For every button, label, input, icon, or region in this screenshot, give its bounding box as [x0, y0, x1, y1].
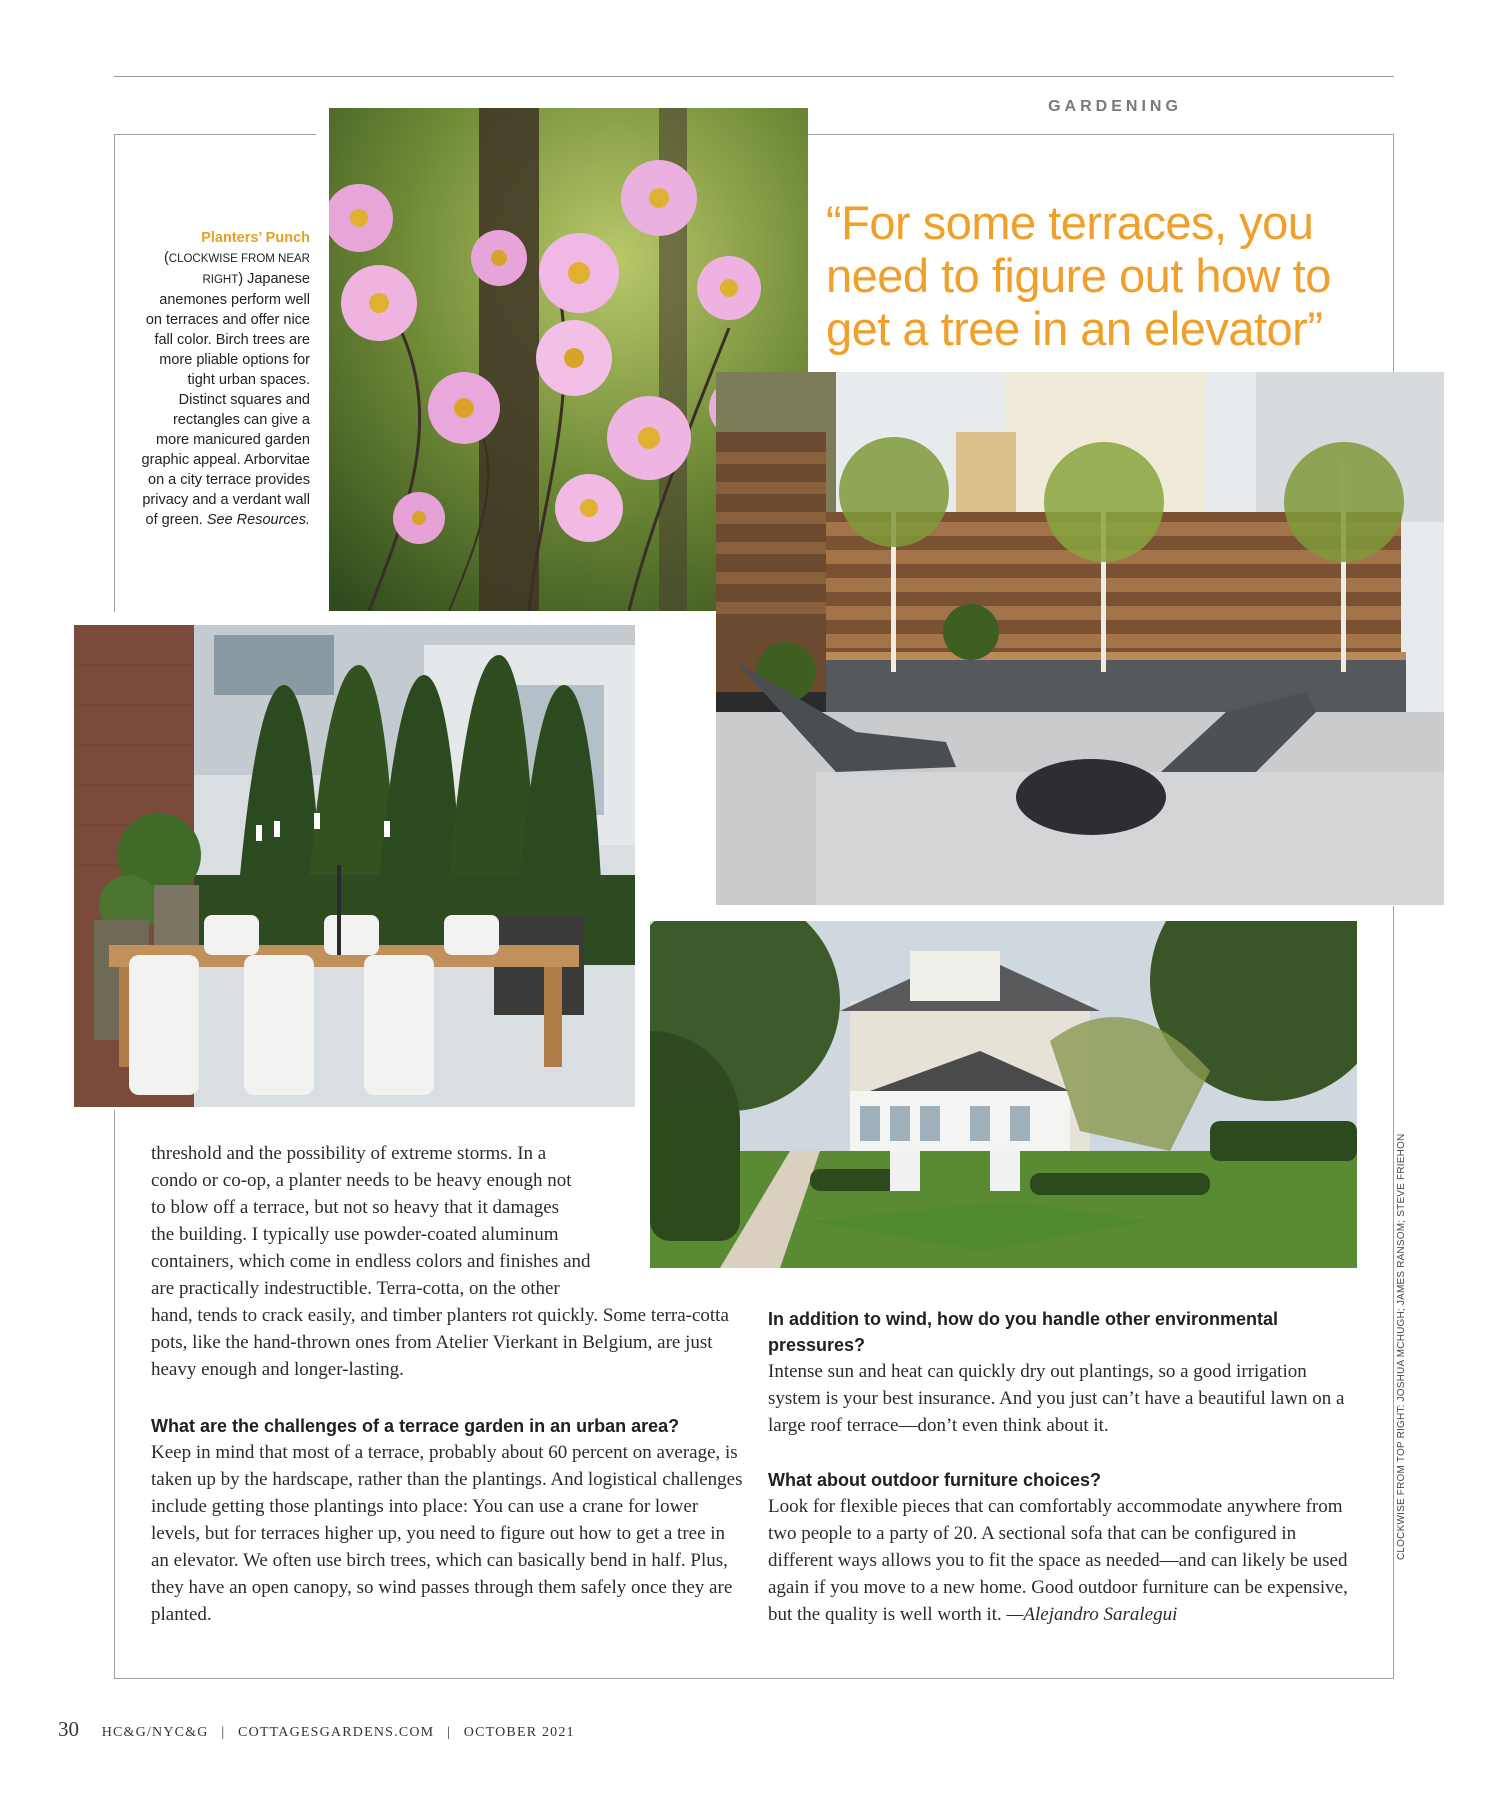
frame-top-right — [808, 134, 1394, 135]
article-intro-wide — [151, 1302, 739, 1383]
top-rule — [114, 76, 1394, 77]
birch-terrace-image — [716, 372, 1444, 905]
photo-credit: CLOCKWISE FROM TOP RIGHT: JOSHUA MCHUGH; JAMES RANSOM; STEVE FRIEHON — [1396, 1133, 1407, 1560]
article-intro-narrow — [151, 1140, 601, 1302]
frame-left-lower — [114, 1110, 115, 1679]
page-footer — [58, 1717, 575, 1742]
qa-block-3 — [768, 1467, 1363, 1628]
caption-paren-open: ( — [163, 250, 169, 266]
caption-smallcaps: CLOCKWISE FROM NEAR RIGHT — [168, 253, 310, 286]
answer-1: Keep in mind that most of a terrace, probably about 60 percent on average, is taken up by the hardscape, rather than the plantings. And logistical challenges include getting those plantings into place: You can use a crane for lower levels, but for terraces higher up, you need to figure out how to get a tree in an elevator. We often use birch trees, which can basically bend in half. Plus, they have an open canopy, so wind passes through them safely once they are planted. — [151, 1442, 743, 1625]
intro-line: to blow off a terrace, but not so heavy that it damages — [151, 1197, 560, 1218]
pull-quote: “For some terraces, you need to figure out how to get a tree in an elevator” — [826, 196, 1331, 355]
footer-separator: | — [447, 1725, 452, 1740]
answer-2: Intense sun and heat can quickly dry out plantings, so a good irrigation system is your best insurance. And you just can’t have a beautiful lawn on a large roof terrace—don’t even think about it. — [768, 1361, 1345, 1436]
frame-right-upper — [1393, 134, 1394, 372]
arborvitae-image — [74, 625, 635, 1107]
caption-text: Japanese anemones perform well on terraces and offer nice fall color. Birch trees are more pliable options for tight urban spaces. Distinct squares and rectangles can give a more manicured garden graphic appeal. Arborvitae on a city terrace provides privacy and a verdant wall of green. — [141, 271, 310, 528]
caption-title: Planters’ Punch — [201, 230, 310, 246]
frame-left-upper — [114, 134, 115, 612]
intro-wide-text: hand, tends to crack easily, and timber planters rot quickly. Some terra-cotta pots, like the hand-thrown ones from Atelier Vierkant in Belgium, are just heavy enough and longer-lasting. — [151, 1305, 729, 1380]
footer-publication: HC&G/NYC&G — [101, 1725, 209, 1740]
intro-line: containers, which come in endless colors and finishes and — [151, 1251, 591, 1272]
intro-line: threshold and the possibility of extreme storms. In a — [151, 1143, 547, 1164]
page-number: 30 — [58, 1717, 79, 1741]
footer-separator: | — [221, 1725, 226, 1740]
qa-block-2 — [768, 1306, 1360, 1439]
answer-3 — [768, 1493, 1363, 1628]
photo-caption — [140, 228, 310, 530]
photo-arborvitae — [74, 625, 635, 1107]
intro-line: the building. I typically use powder-coated aluminum — [151, 1224, 559, 1245]
intro-line: condo or co-op, a planter needs to be heavy enough not — [151, 1170, 572, 1191]
section-label: GARDENING — [1048, 98, 1182, 115]
photo-garden-house — [650, 921, 1357, 1268]
footer-issue: OCTOBER 2021 — [463, 1725, 575, 1740]
caption-paren-close: ) — [238, 271, 244, 287]
question-3: What about outdoor furniture choices? — [768, 1470, 1101, 1490]
question-2: In addition to wind, how do you handle other environmental pressures? — [768, 1309, 1278, 1355]
frame-bottom — [114, 1678, 1394, 1679]
footer-website[interactable]: COTTAGESGARDENS.COM — [238, 1725, 435, 1740]
frame-top-left — [114, 134, 316, 135]
frame-right-lower — [1393, 906, 1394, 1679]
author-signature: —Alejandro Saralegui — [1006, 1604, 1178, 1625]
intro-line: are practically indestructible. Terra-cotta, on the other — [151, 1278, 560, 1299]
caption-see: See Resources. — [206, 512, 310, 528]
question-1: What are the challenges of a terrace garden in an urban area? — [151, 1416, 680, 1436]
garden-house-image — [650, 921, 1357, 1268]
qa-block-1 — [151, 1413, 746, 1628]
photo-birch-terrace — [716, 372, 1444, 905]
answer-3-text: Look for flexible pieces that can comfortably accommodate anywhere from two people to a party of 20. A sectional sofa that can be configured in different ways allows you to fit the space as needed—and can likely be used again if you move to a new home. Good outdoor furniture can be expensive, but the quality is well worth it. — [768, 1496, 1348, 1625]
